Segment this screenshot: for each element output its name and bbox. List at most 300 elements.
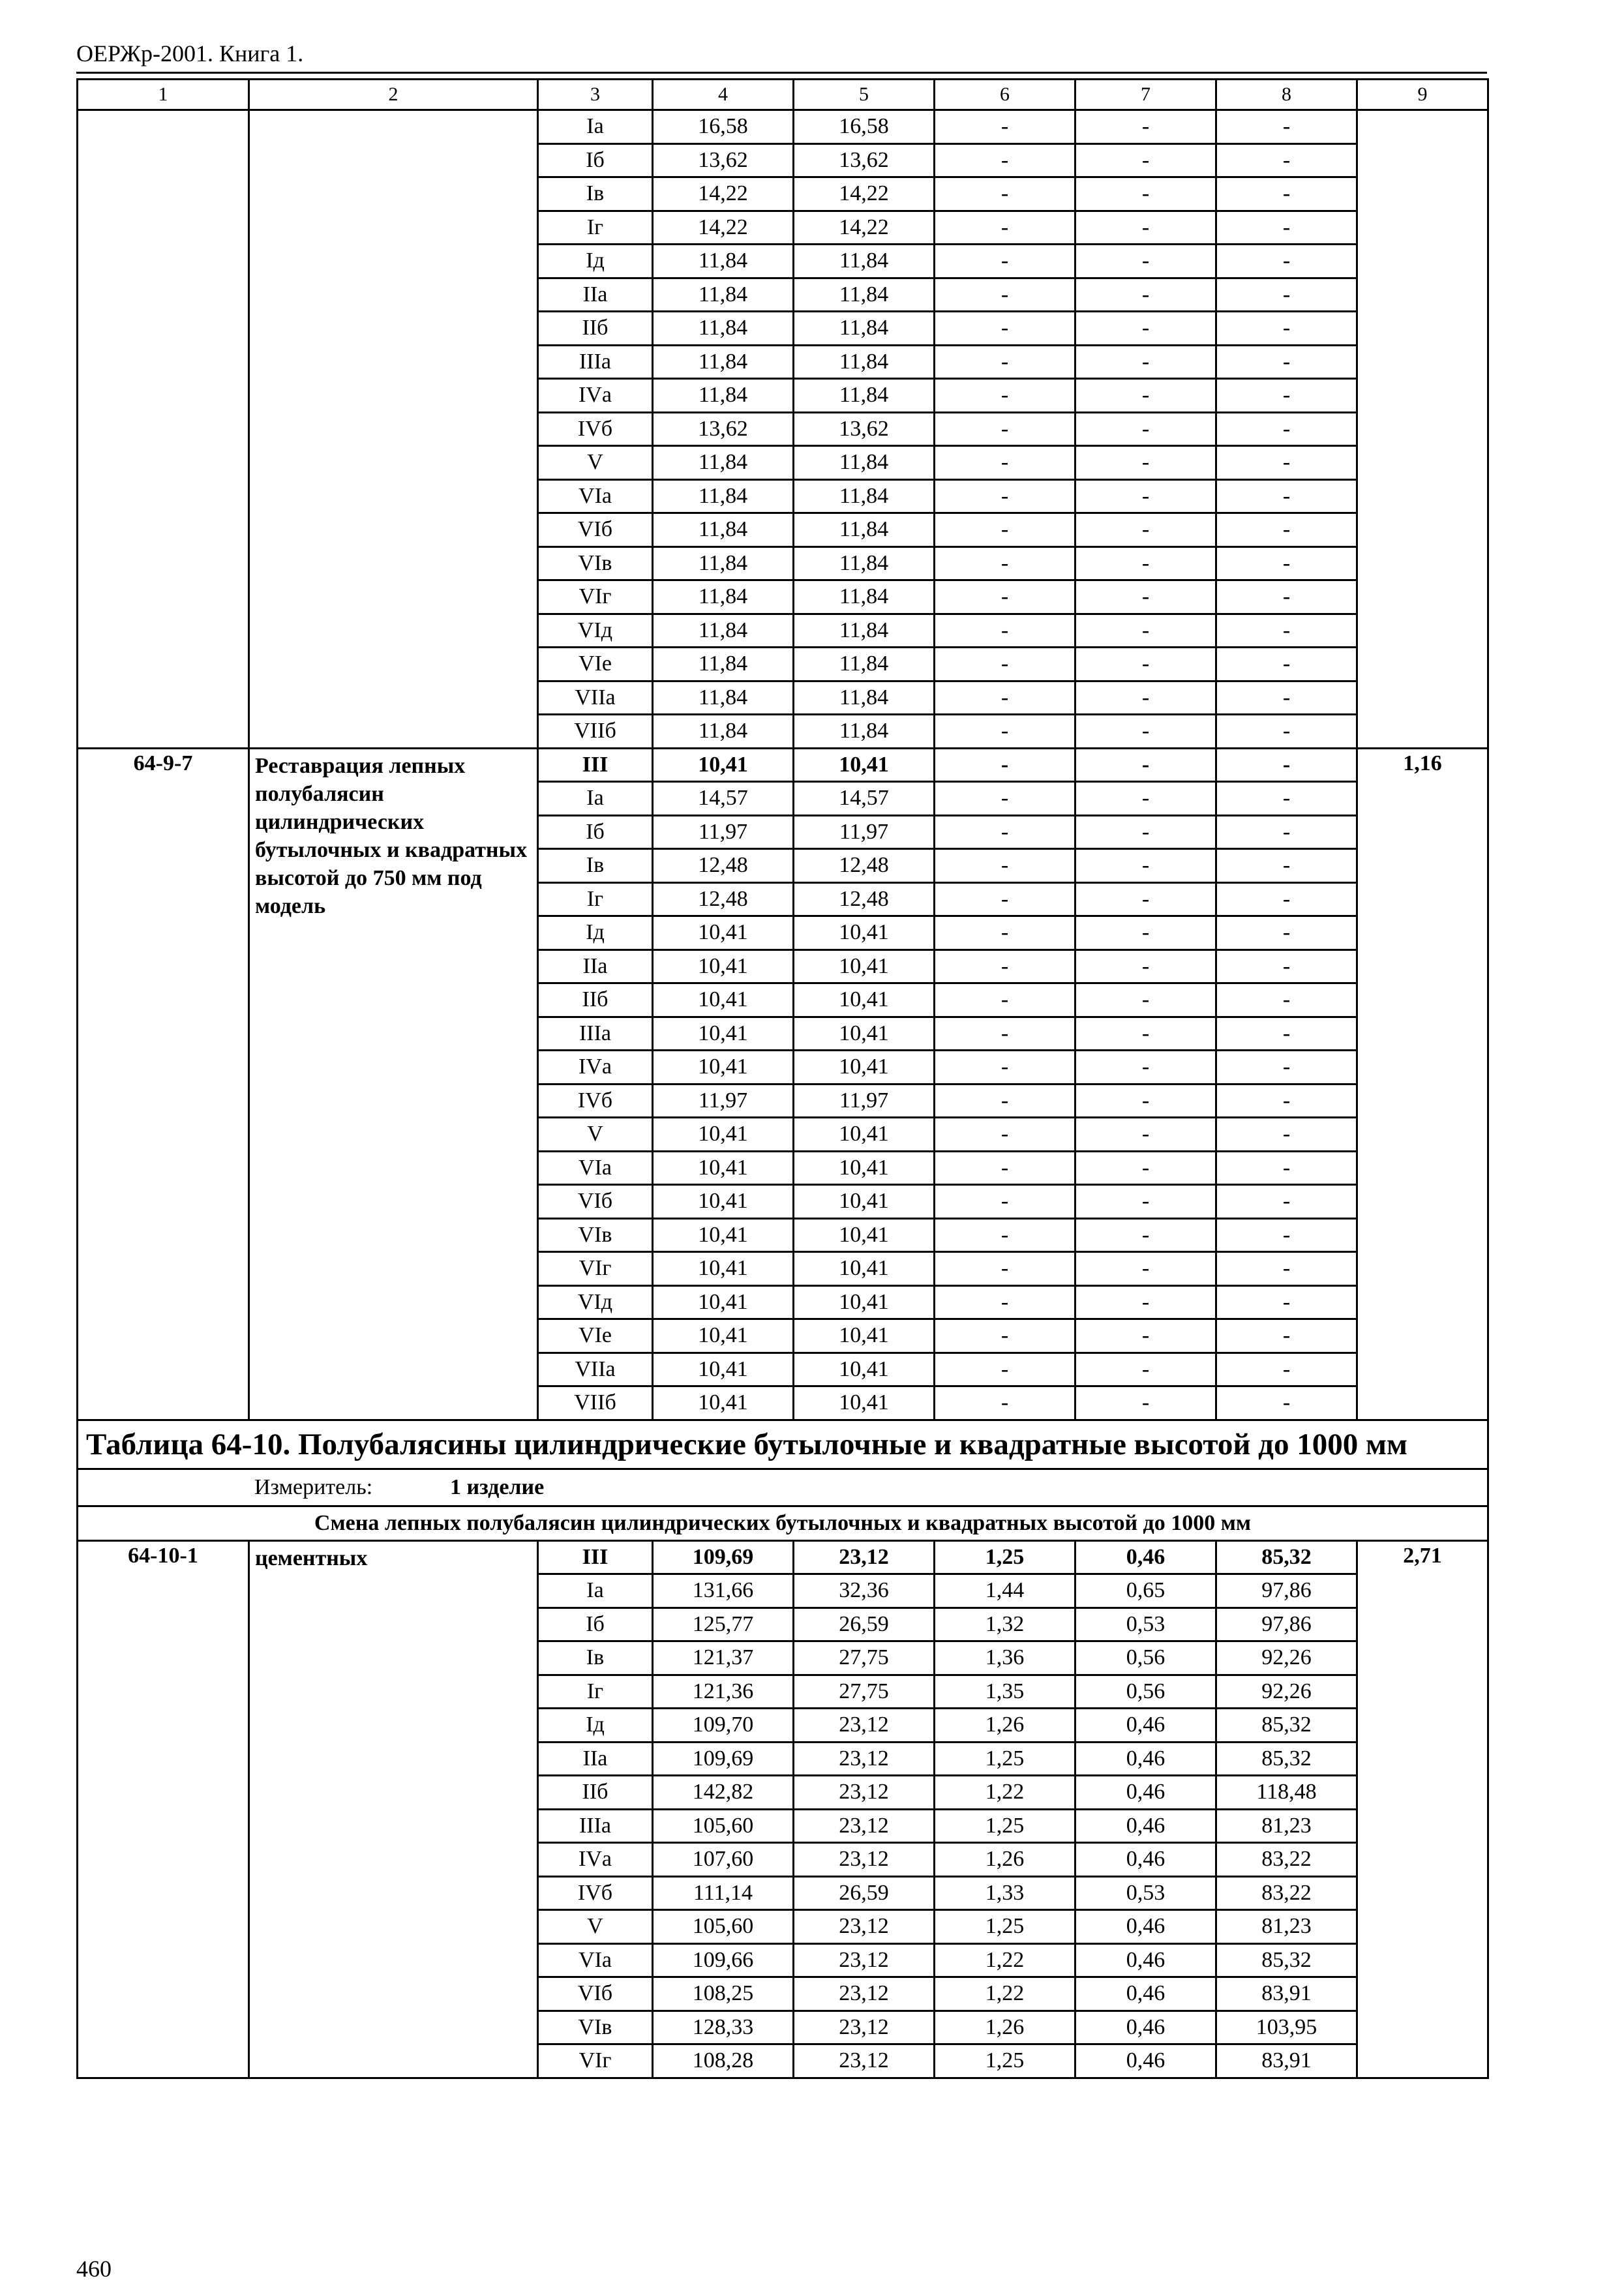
table-cell: - [935, 110, 1075, 144]
table-cell: 23,12 [794, 1843, 935, 1877]
table-cell: 1,25 [935, 1910, 1075, 1944]
table-cell: 83,22 [1216, 1843, 1357, 1877]
table-cell: - [935, 211, 1075, 245]
table-cell: - [935, 1353, 1075, 1386]
table-cell: IVб [538, 1084, 653, 1118]
header-rule [76, 72, 1487, 74]
table-cell: 1,33 [935, 1876, 1075, 1910]
table-cell: 27,75 [794, 1675, 935, 1709]
table-cell: IIIа [538, 345, 653, 379]
table-cell: - [1216, 983, 1357, 1017]
table-cell: 121,37 [653, 1641, 794, 1675]
table-cell: 11,84 [653, 245, 794, 278]
table-cell: 10,41 [653, 1319, 794, 1353]
table-cell: Iб [538, 143, 653, 177]
table-cell: - [1216, 815, 1357, 849]
table-cell: 23,12 [794, 1540, 935, 1574]
table-cell: 11,84 [794, 648, 935, 681]
table-cell: 1,26 [935, 1709, 1075, 1743]
meter-cell [78, 1469, 1488, 1506]
table-cell: 1,25 [935, 2044, 1075, 2078]
table-cell: - [1075, 513, 1216, 547]
table-cell: 0,46 [1075, 1776, 1216, 1810]
table-cell: VIIб [538, 715, 653, 749]
table-cell: - [1075, 1017, 1216, 1051]
table-cell: - [1075, 1118, 1216, 1152]
table-cell: 26,59 [794, 1876, 935, 1910]
table-cell: 11,84 [794, 278, 935, 312]
table-cell: 118,48 [1216, 1776, 1357, 1810]
table-cell: 11,84 [794, 312, 935, 346]
table-cell: 0,46 [1075, 1943, 1216, 1977]
table-cell: 11,97 [794, 1084, 935, 1118]
table-cell: 1,22 [935, 1776, 1075, 1810]
table-cell: - [935, 412, 1075, 446]
table-cell: 81,23 [1216, 1910, 1357, 1944]
table-cell: VIа [538, 479, 653, 513]
table-cell: - [935, 849, 1075, 883]
table-cell: 0,65 [1075, 1574, 1216, 1608]
table-cell: - [1216, 1252, 1357, 1286]
table-cell: 27,75 [794, 1641, 935, 1675]
table-cell: 1,35 [935, 1675, 1075, 1709]
table-cell: Iв [538, 849, 653, 883]
table-cell: - [935, 1319, 1075, 1353]
table-cell: - [935, 1118, 1075, 1152]
page-header: ОЕРЖр-2001. Книга 1. [76, 40, 304, 67]
table-cell: 10,41 [653, 950, 794, 983]
table-cell: - [935, 1285, 1075, 1319]
table-cell: 23,12 [794, 2011, 935, 2044]
item-code: 64-10-1 [78, 1540, 249, 2078]
table-row [78, 1540, 1488, 1574]
table-cell: 10,41 [653, 1118, 794, 1152]
table-cell: 0,56 [1075, 1675, 1216, 1709]
table-cell: 11,84 [653, 312, 794, 346]
table-cell: 103,95 [1216, 2011, 1357, 2044]
table-cell: 10,41 [794, 1051, 935, 1085]
column-number: 5 [794, 80, 935, 110]
table-cell: - [1075, 1353, 1216, 1386]
table-cell: 11,97 [794, 815, 935, 849]
table-cell: - [1075, 546, 1216, 580]
table-cell: 11,84 [794, 379, 935, 413]
table-cell: Iа [538, 110, 653, 144]
table-cell: - [1075, 245, 1216, 278]
table-cell: VIв [538, 1218, 653, 1252]
table-cell: 10,41 [653, 983, 794, 1017]
table-cell: 0,46 [1075, 1540, 1216, 1574]
table-cell: - [1216, 1218, 1357, 1252]
table-cell: 1,36 [935, 1641, 1075, 1675]
table-cell: 10,41 [794, 1218, 935, 1252]
table-cell: 10,41 [794, 1185, 935, 1219]
table-cell: - [1216, 278, 1357, 312]
table-cell: 11,84 [794, 580, 935, 614]
meter-value: 1 изделие [450, 1474, 545, 1499]
table-cell: VIе [538, 648, 653, 681]
table-cell: 10,41 [794, 1151, 935, 1185]
column-number: 2 [249, 80, 538, 110]
table-cell: 0,46 [1075, 1843, 1216, 1877]
table-cell: - [935, 1084, 1075, 1118]
table-cell: 107,60 [653, 1843, 794, 1877]
table-cell: III [538, 748, 653, 782]
table-cell: 0,46 [1075, 2011, 1216, 2044]
table-cell: IIIа [538, 1017, 653, 1051]
table-cell: V [538, 446, 653, 480]
table-cell: - [1075, 1252, 1216, 1286]
table-title: Таблица 64-10. Полубалясины цилиндрические бутылочные и квадратные высотой до 1000 мм [78, 1420, 1488, 1469]
column-number-row [78, 80, 1488, 110]
table-cell: - [935, 546, 1075, 580]
item-name: Реставрация лепных полубалясин цилиндрических бутылочных и квадратных высотой до 750 мм под модель [249, 748, 538, 1420]
table-cell: 10,41 [794, 916, 935, 950]
table-cell: Iв [538, 1641, 653, 1675]
table-cell: 12,48 [794, 849, 935, 883]
table-cell: 128,33 [653, 2011, 794, 2044]
table-cell: 10,41 [794, 1285, 935, 1319]
table-cell: - [1075, 177, 1216, 211]
table-cell: - [1216, 513, 1357, 547]
table-cell: 108,25 [653, 1977, 794, 2011]
table-cell: - [1216, 379, 1357, 413]
table-cell: 10,41 [653, 1185, 794, 1219]
table-cell: - [1075, 983, 1216, 1017]
table-cell: - [1216, 211, 1357, 245]
table-cell: - [935, 748, 1075, 782]
table-cell: 1,25 [935, 1809, 1075, 1843]
table-cell: - [1075, 446, 1216, 480]
table-cell: - [1075, 278, 1216, 312]
table-cell: 11,84 [653, 546, 794, 580]
table-cell: 1,26 [935, 1843, 1075, 1877]
table-cell: IVб [538, 1876, 653, 1910]
table-cell: 1,25 [935, 1540, 1075, 1574]
table-cell: - [1216, 177, 1357, 211]
table-cell: 11,84 [653, 681, 794, 715]
table-cell: 92,26 [1216, 1641, 1357, 1675]
table-cell: - [1216, 648, 1357, 681]
table-cell: - [1216, 1285, 1357, 1319]
table-cell: - [1075, 748, 1216, 782]
table-cell: 23,12 [794, 2044, 935, 2078]
table-cell: - [935, 479, 1075, 513]
table-cell: Iб [538, 815, 653, 849]
table-cell: - [935, 379, 1075, 413]
meter-label: Измеритель: [254, 1474, 373, 1499]
table-cell: IVб [538, 412, 653, 446]
table-cell: - [1075, 849, 1216, 883]
table-cell: 109,69 [653, 1742, 794, 1776]
table-cell: - [1075, 681, 1216, 715]
column-number: 8 [1216, 80, 1357, 110]
table-cell: - [935, 513, 1075, 547]
table-cell: 11,84 [794, 345, 935, 379]
table-cell: 23,12 [794, 1776, 935, 1810]
table-cell: - [1075, 815, 1216, 849]
table-cell: 1,32 [935, 1608, 1075, 1641]
table-cell: 92,26 [1216, 1675, 1357, 1709]
table-cell: 32,36 [794, 1574, 935, 1608]
table-cell: - [1216, 681, 1357, 715]
table-cell: 10,41 [653, 1386, 794, 1420]
table-cell: 11,84 [653, 479, 794, 513]
table-cell: 26,59 [794, 1608, 935, 1641]
table-cell: - [1075, 1218, 1216, 1252]
table-cell: IIб [538, 1776, 653, 1810]
table-cell: 11,84 [653, 278, 794, 312]
table-cell: VIв [538, 2011, 653, 2044]
table-cell: - [935, 648, 1075, 681]
table-cell: 0,46 [1075, 2044, 1216, 2078]
table-cell: - [1216, 1051, 1357, 1085]
table-cell: V [538, 1118, 653, 1152]
table-cell: 10,41 [653, 916, 794, 950]
page-number: 460 [76, 2256, 112, 2282]
table-cell: - [935, 177, 1075, 211]
table-cell: IIб [538, 312, 653, 346]
table-cell: 0,46 [1075, 1910, 1216, 1944]
table-cell: - [1075, 379, 1216, 413]
table-cell: - [1075, 143, 1216, 177]
table-cell: 97,86 [1216, 1608, 1357, 1641]
table-cell: 109,69 [653, 1540, 794, 1574]
table-cell: 11,84 [794, 479, 935, 513]
table-cell: - [1216, 110, 1357, 144]
table-cell: 105,60 [653, 1809, 794, 1843]
table-cell: 23,12 [794, 1742, 935, 1776]
table-cell: - [935, 715, 1075, 749]
table-cell: 11,84 [794, 513, 935, 547]
table-cell: - [1075, 580, 1216, 614]
table-cell: V [538, 1910, 653, 1944]
column-number: 6 [935, 80, 1075, 110]
table-cell: 12,48 [653, 882, 794, 916]
table-cell: Iв [538, 177, 653, 211]
table-cell: 85,32 [1216, 1742, 1357, 1776]
table-cell: VIIб [538, 1386, 653, 1420]
table-cell: - [935, 143, 1075, 177]
table-cell: VIIа [538, 1353, 653, 1386]
table-cell: 83,91 [1216, 1977, 1357, 2011]
table-cell: 10,41 [794, 1319, 935, 1353]
table-cell: 23,12 [794, 1977, 935, 2011]
table-cell: - [1216, 412, 1357, 446]
table-cell: 10,41 [794, 1252, 935, 1286]
table-cell: 11,84 [653, 446, 794, 480]
table-cell: 11,84 [794, 446, 935, 480]
table-cell: 108,28 [653, 2044, 794, 2078]
table-cell: 14,22 [794, 211, 935, 245]
table-cell: - [935, 916, 1075, 950]
table-cell: 23,12 [794, 1809, 935, 1843]
column-number: 3 [538, 80, 653, 110]
table-cell: 10,41 [794, 1353, 935, 1386]
table-cell: - [1075, 1285, 1216, 1319]
table-cell: 23,12 [794, 1709, 935, 1743]
table-cell: 10,41 [794, 950, 935, 983]
table-cell: - [1216, 312, 1357, 346]
table-cell: 125,77 [653, 1608, 794, 1641]
table-cell: IIб [538, 983, 653, 1017]
table-cell: 11,84 [794, 715, 935, 749]
table-cell: 11,84 [794, 546, 935, 580]
table-cell: 85,32 [1216, 1540, 1357, 1574]
table-cell: IVа [538, 379, 653, 413]
table-cell: 11,84 [794, 614, 935, 648]
table-cell: Iг [538, 1675, 653, 1709]
table-cell: IVа [538, 1051, 653, 1085]
table-cell: 13,62 [794, 143, 935, 177]
table-cell: - [935, 782, 1075, 816]
table-cell: - [1075, 479, 1216, 513]
table-cell: Iг [538, 211, 653, 245]
table-cell: 10,41 [653, 1218, 794, 1252]
table-cell: - [1075, 1084, 1216, 1118]
table-cell: 10,41 [794, 1017, 935, 1051]
table-cell: 11,84 [794, 681, 935, 715]
table-cell: 83,22 [1216, 1876, 1357, 1910]
table-cell: 85,32 [1216, 1943, 1357, 1977]
table-cell: 13,62 [653, 143, 794, 177]
table-cell: 0,46 [1075, 1809, 1216, 1843]
table-cell: - [1216, 446, 1357, 480]
table-cell: - [935, 882, 1075, 916]
table-cell: - [935, 1017, 1075, 1051]
coefficient: 1,16 [1357, 748, 1488, 1420]
table-cell: - [935, 1218, 1075, 1252]
table-cell: - [1075, 110, 1216, 144]
table-cell: - [1075, 614, 1216, 648]
table-cell: 10,41 [653, 1151, 794, 1185]
table-cell: 0,46 [1075, 1977, 1216, 2011]
table-cell: 10,41 [653, 1017, 794, 1051]
table-cell: 142,82 [653, 1776, 794, 1810]
table-cell: IIа [538, 278, 653, 312]
table-cell: IVа [538, 1843, 653, 1877]
table-cell: 83,91 [1216, 2044, 1357, 2078]
table-row [78, 748, 1488, 782]
table-cell: VIа [538, 1151, 653, 1185]
table-cell: Iг [538, 882, 653, 916]
table-cell: - [1075, 882, 1216, 916]
table-cell: - [1216, 1118, 1357, 1152]
table-cell: - [1075, 211, 1216, 245]
table-cell: 81,23 [1216, 1809, 1357, 1843]
table-cell: - [935, 950, 1075, 983]
table-cell: - [1075, 345, 1216, 379]
table-cell: 11,84 [653, 648, 794, 681]
table-cell: 11,84 [653, 345, 794, 379]
table-cell: - [1075, 1185, 1216, 1219]
table-cell: Iб [538, 1608, 653, 1641]
table-cell: - [1216, 546, 1357, 580]
table-cell: 11,97 [653, 815, 794, 849]
section-title-row [78, 1506, 1488, 1540]
table-cell: - [935, 345, 1075, 379]
table-cell: 1,26 [935, 2011, 1075, 2044]
table-cell: VIд [538, 614, 653, 648]
table-cell: - [1216, 782, 1357, 816]
table-cell: - [1216, 1353, 1357, 1386]
table-cell: VIIа [538, 681, 653, 715]
table-cell: - [1216, 1319, 1357, 1353]
table-cell: Iа [538, 782, 653, 816]
table-cell: VIа [538, 1943, 653, 1977]
table-cell: - [1216, 748, 1357, 782]
table-cell: - [1216, 1084, 1357, 1118]
table-cell: 13,62 [794, 412, 935, 446]
column-number: 9 [1357, 80, 1488, 110]
table-cell: 0,46 [1075, 1742, 1216, 1776]
column-number: 4 [653, 80, 794, 110]
table-cell: 97,86 [1216, 1574, 1357, 1608]
table-cell: 10,41 [794, 983, 935, 1017]
table-cell: VIб [538, 1185, 653, 1219]
table-cell: - [1075, 950, 1216, 983]
table-cell: 10,41 [653, 1285, 794, 1319]
table-cell: 14,57 [794, 782, 935, 816]
table-cell: 105,60 [653, 1910, 794, 1944]
column-number: 1 [78, 80, 249, 110]
table-cell: 11,84 [653, 513, 794, 547]
table-cell: - [1216, 882, 1357, 916]
table-cell: - [1216, 916, 1357, 950]
table-cell: 131,66 [653, 1574, 794, 1608]
table-cell: 1,22 [935, 1977, 1075, 2011]
table-cell: - [935, 446, 1075, 480]
table-cell: - [1216, 614, 1357, 648]
table-cell: - [1075, 1386, 1216, 1420]
table-cell: 10,41 [653, 748, 794, 782]
table-cell: - [935, 278, 1075, 312]
table-cell: VIг [538, 580, 653, 614]
table-cell: - [1216, 143, 1357, 177]
table-cell: 12,48 [794, 882, 935, 916]
table-cell: 14,22 [794, 177, 935, 211]
table-cell: - [1216, 479, 1357, 513]
table-cell: 1,25 [935, 1742, 1075, 1776]
table-cell: 16,58 [794, 110, 935, 144]
table-cell: 10,41 [653, 1051, 794, 1085]
price-table [76, 78, 1489, 2079]
table-cell: 11,84 [794, 245, 935, 278]
item-name: цементных [249, 1540, 538, 2078]
table-cell: IIа [538, 950, 653, 983]
table-cell: 0,53 [1075, 1608, 1216, 1641]
table-cell: - [1075, 715, 1216, 749]
table-cell: - [1075, 782, 1216, 816]
table-cell: - [1075, 648, 1216, 681]
table-cell: - [935, 1151, 1075, 1185]
table-cell: - [935, 1252, 1075, 1286]
table-cell: - [1216, 1151, 1357, 1185]
table-cell: 12,48 [653, 849, 794, 883]
table-cell: - [1075, 1319, 1216, 1353]
table-cell: VIг [538, 1252, 653, 1286]
table-cell: 11,84 [653, 715, 794, 749]
coefficient: 2,71 [1357, 1540, 1488, 2078]
table-cell: 0,46 [1075, 1709, 1216, 1743]
table-cell: 10,41 [794, 1118, 935, 1152]
item-name [249, 110, 538, 749]
table-cell: VIг [538, 2044, 653, 2078]
table-cell: 109,70 [653, 1709, 794, 1743]
table-cell: 11,84 [653, 379, 794, 413]
table-row [78, 110, 1488, 144]
table-cell: 11,84 [653, 580, 794, 614]
